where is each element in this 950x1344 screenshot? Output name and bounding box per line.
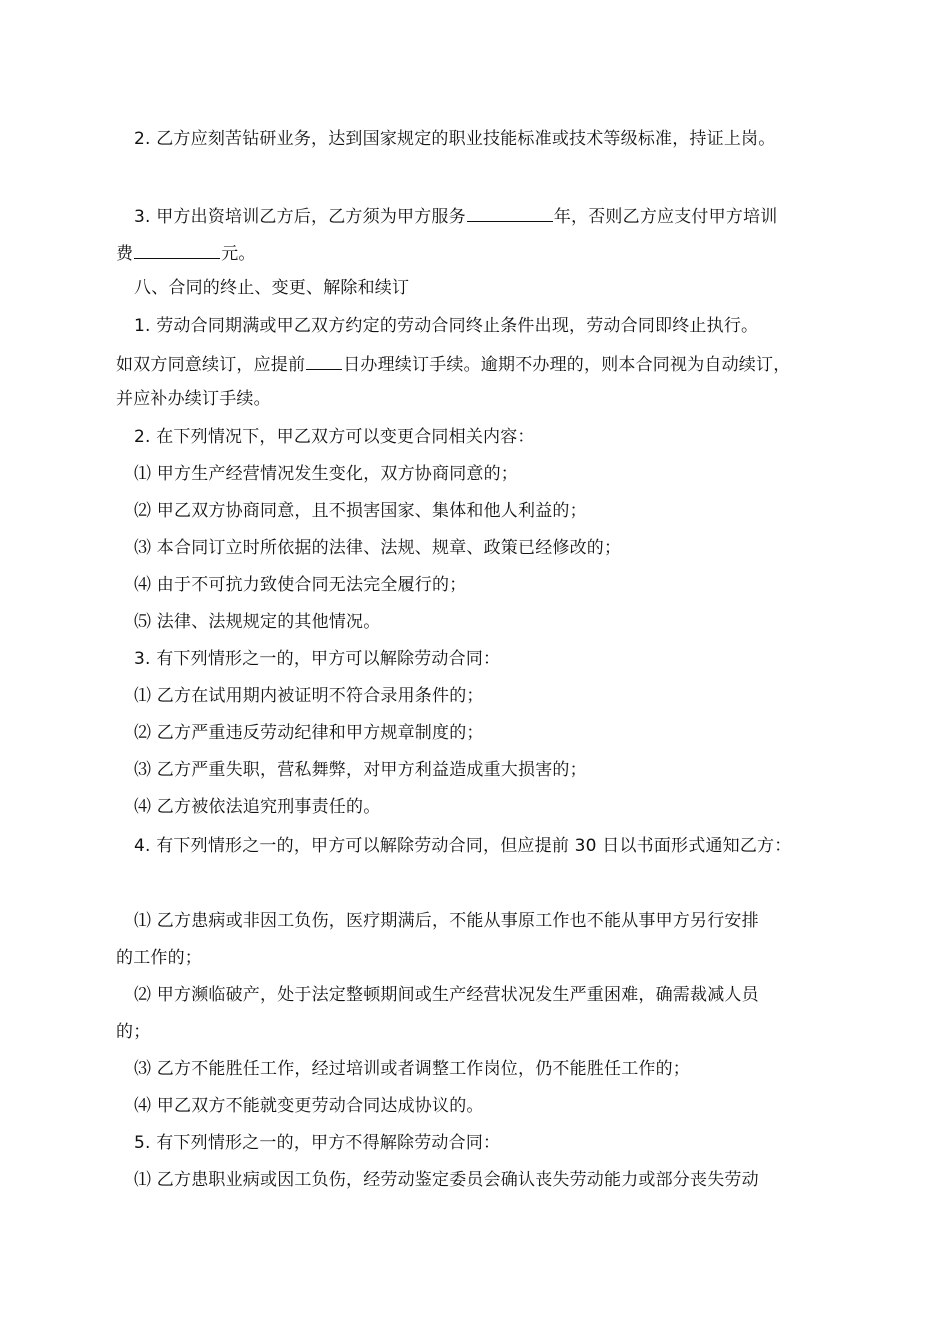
- clause-8-2: 2. 在下列情况下，甲乙双方可以变更合同相关内容：: [134, 427, 535, 447]
- clause-8-4-item: ⑶ 乙方不能胜任工作，经过培训或者调整工作岗位，仍不能胜任工作的；: [134, 1059, 691, 1079]
- clause-7-3-text-c: 费: [116, 244, 134, 264]
- clause-7-3-text-a: 3. 甲方出资培训乙方后，乙方须为甲方服务: [134, 207, 466, 227]
- clause-8-2-item: ⑵ 甲乙双方协商同意，且不损害国家、集体和他人利益的；: [134, 501, 587, 521]
- clause-7-3-text-b: 年，否则乙方应支付甲方培训: [553, 207, 778, 227]
- clause-8-4-item: ⑵ 甲方濒临破产，处于法定整顿期间或生产经营状况发生严重困难，确需裁减人员: [134, 985, 759, 1005]
- clause-8-1-line1: 1. 劳动合同期满或甲乙双方约定的劳动合同终止条件出现，劳动合同即终止执行。: [134, 316, 759, 336]
- clause-8-1-line3: 并应补办续订手续。: [116, 389, 271, 409]
- clause-8-5: 5. 有下列情形之一的，甲方不得解除劳动合同：: [134, 1133, 501, 1153]
- clause-8-1-text-b: 如双方同意续订，应提前: [116, 355, 306, 375]
- clause-7-3-text-d: 元。: [221, 244, 256, 264]
- clause-8-4-item: ⑴ 乙方患病或非因工负伤，医疗期满后，不能从事原工作也不能从事甲方另行安排: [134, 911, 759, 931]
- training-fee-blank: [134, 240, 220, 259]
- clause-7-3-line2: [116, 240, 856, 266]
- clause-8-2-item: ⑷ 由于不可抗力致使合同无法完全履行的；: [134, 575, 467, 595]
- clause-8-3-item: ⑷ 乙方被依法追究刑事责任的。: [134, 797, 381, 817]
- clause-8-3-item: ⑵ 乙方严重违反劳动纪律和甲方规章制度的；: [134, 723, 484, 743]
- clause-8-3-item: ⑶ 乙方严重失职，营私舞弊，对甲方利益造成重大损害的；: [134, 760, 587, 780]
- section-8-title: 八、合同的终止、变更、解除和续订: [134, 278, 410, 298]
- clause-8-4-item-cont: 的工作的；: [116, 948, 202, 968]
- clause-8-4-item-cont: 的；: [116, 1022, 151, 1042]
- clause-8-4-item: ⑷ 甲乙双方不能就变更劳动合同达成协议的。: [134, 1096, 484, 1116]
- clause-8-2-item: ⑶ 本合同订立时所依据的法律、法规、规章、政策已经修改的；: [134, 538, 622, 558]
- clause-8-2-item: ⑴ 甲方生产经营情况发生变化，双方协商同意的；: [134, 464, 519, 484]
- clause-8-1-line2: [116, 351, 856, 377]
- clause-7-3-line1: [134, 203, 874, 229]
- clause-7-2: 2. 乙方应刻苦钻研业务，达到国家规定的职业技能标准或技术等级标准，持证上岗。: [134, 129, 776, 149]
- renewal-days-blank: [306, 351, 342, 370]
- service-years-blank: [467, 203, 553, 222]
- clause-8-4: 4. 有下列情形之一的，甲方可以解除劳动合同，但应提前 30 日以书面形式通知乙方：: [134, 836, 792, 856]
- clause-8-3-item: ⑴ 乙方在试用期内被证明不符合录用条件的；: [134, 686, 484, 706]
- clause-8-5-item: ⑴ 乙方患职业病或因工负伤，经劳动鉴定委员会确认丧失劳动能力或部分丧失劳动: [134, 1170, 759, 1190]
- clause-8-2-item: ⑸ 法律、法规规定的其他情况。: [134, 612, 381, 632]
- clause-8-3: 3. 有下列情形之一的，甲方可以解除劳动合同：: [134, 649, 501, 669]
- clause-8-1-text-c: 日办理续订手续。逾期不办理的，则本合同视为自动续订，: [343, 355, 791, 375]
